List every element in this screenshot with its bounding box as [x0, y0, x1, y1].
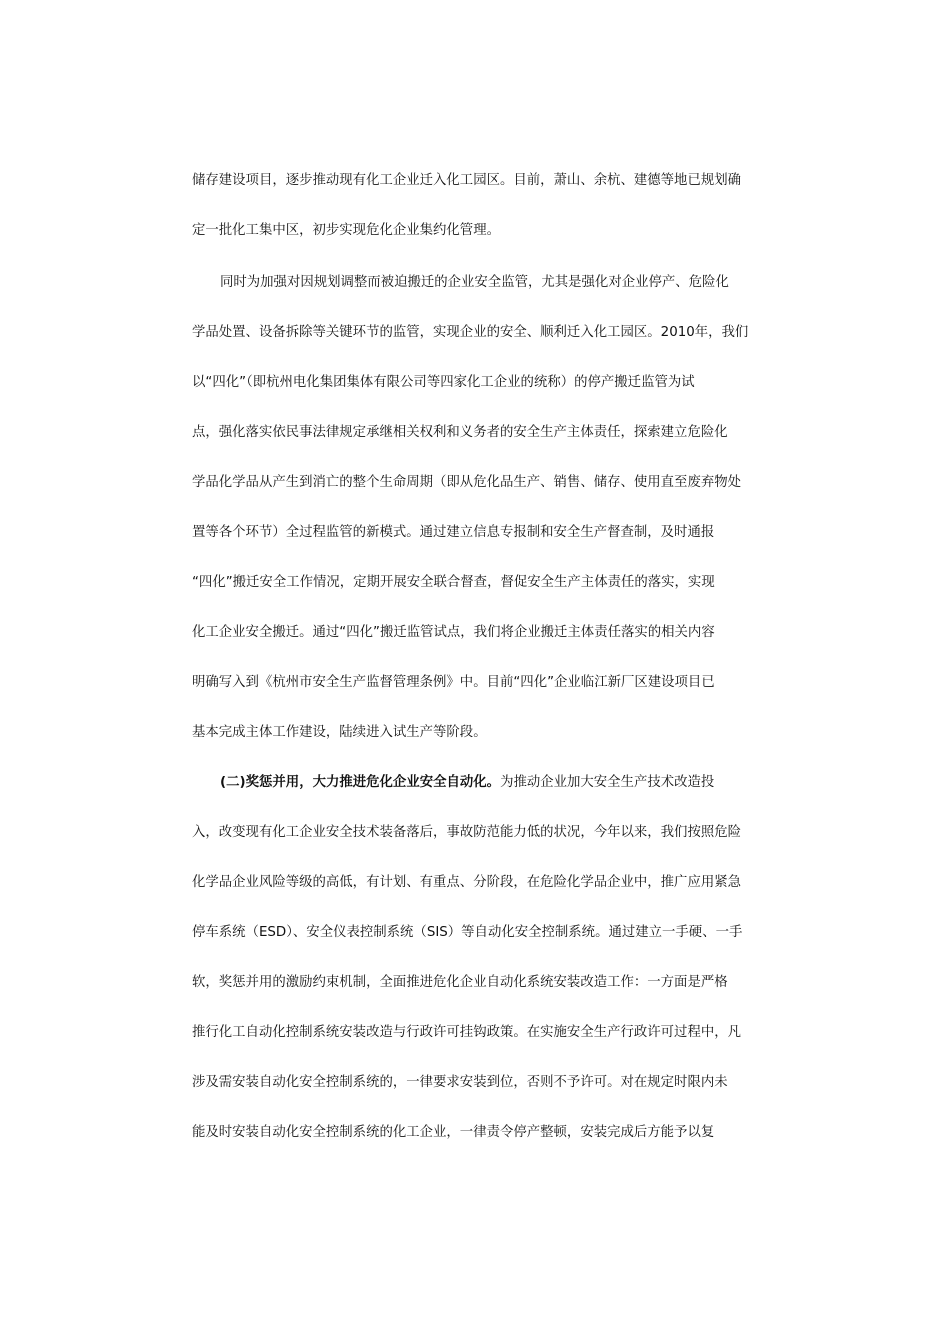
text-line: 化学品企业风险等级的高低，有计划、有重点、分阶段，在危险化学品企业中，推广应用紧急	[192, 875, 742, 890]
paragraph-first-line	[220, 774, 714, 792]
text-line: 学品处置、设备拆除等关键环节的监管，实现企业的安全、顺利迁入化工园区。2010年，我们	[192, 325, 749, 340]
text-line: 学品化学品从产生到消亡的整个生命周期（即从危化品生产、销售、储存、使用直至废弃物处	[192, 475, 742, 490]
text-line: 以“四化”（即杭州电化集团集体有限公司等四家化工企业的统称）的停产搬迁监管为试	[192, 375, 695, 390]
text-line: 化工企业安全搬迁。通过“四化”搬迁监管试点，我们将企业搬迁主体责任落实的相关内容	[192, 625, 715, 640]
text-line: 明确写入到《杭州市安全生产监督管理条例》中。目前“四化”企业临江新厂区建设项目已	[192, 675, 715, 690]
text-line: 停车系统（ESD）、安全仪表控制系统（SIS）等自动化安全控制系统。通过建立一手硬、一手	[192, 925, 743, 940]
text-span: 为推动企业加大安全生产技术改造投	[500, 775, 715, 790]
text-line: 涉及需安装自动化安全控制系统的，一律要求安装到位，否则不予许可。对在规定时限内未	[192, 1075, 728, 1090]
text-line: 能及时安装自动化安全控制系统的化工企业，一律责令停产整顿，安装完成后方能予以复	[192, 1125, 715, 1140]
text-line: “四化”搬迁安全工作情况，定期开展安全联合督查，督促安全生产主体责任的落实，实现	[192, 575, 715, 590]
text-line: 储存建设项目，逐步推动现有化工企业迁入化工园区。目前，萧山、余杭、建德等地已规划确	[192, 173, 742, 188]
text-line: 点，强化落实依民事法律规定承继相关权利和义务者的安全生产主体责任，探索建立危险化	[192, 425, 728, 440]
section-heading: (二)奖惩并用，大力推进危化企业安全自动化。	[220, 775, 501, 790]
text-line: 软，奖惩并用的激励约束机制，全面推进危化企业自动化系统安装改造工作：一方面是严格	[192, 975, 728, 990]
text-line: 定一批化工集中区，初步实现危化企业集约化管理。	[192, 223, 500, 238]
text-line: 推行化工自动化控制系统安装改造与行政许可挂钩政策。在实施安全生产行政许可过程中，凡	[192, 1025, 742, 1040]
paragraph-first-line: 同时为加强对因规划调整而被迫搬迁的企业安全监管，尤其是强化对企业停产、危险化	[220, 275, 729, 290]
text-line: 入，改变现有化工企业安全技术装备落后，事故防范能力低的状况，今年以来，我们按照危险	[192, 825, 742, 840]
text-line: 基本完成主体工作建设，陆续进入试生产等阶段。	[192, 725, 487, 740]
text-line: 置等各个环节）全过程监管的新模式。通过建立信息专报制和安全生产督查制，及时通报	[192, 525, 715, 540]
